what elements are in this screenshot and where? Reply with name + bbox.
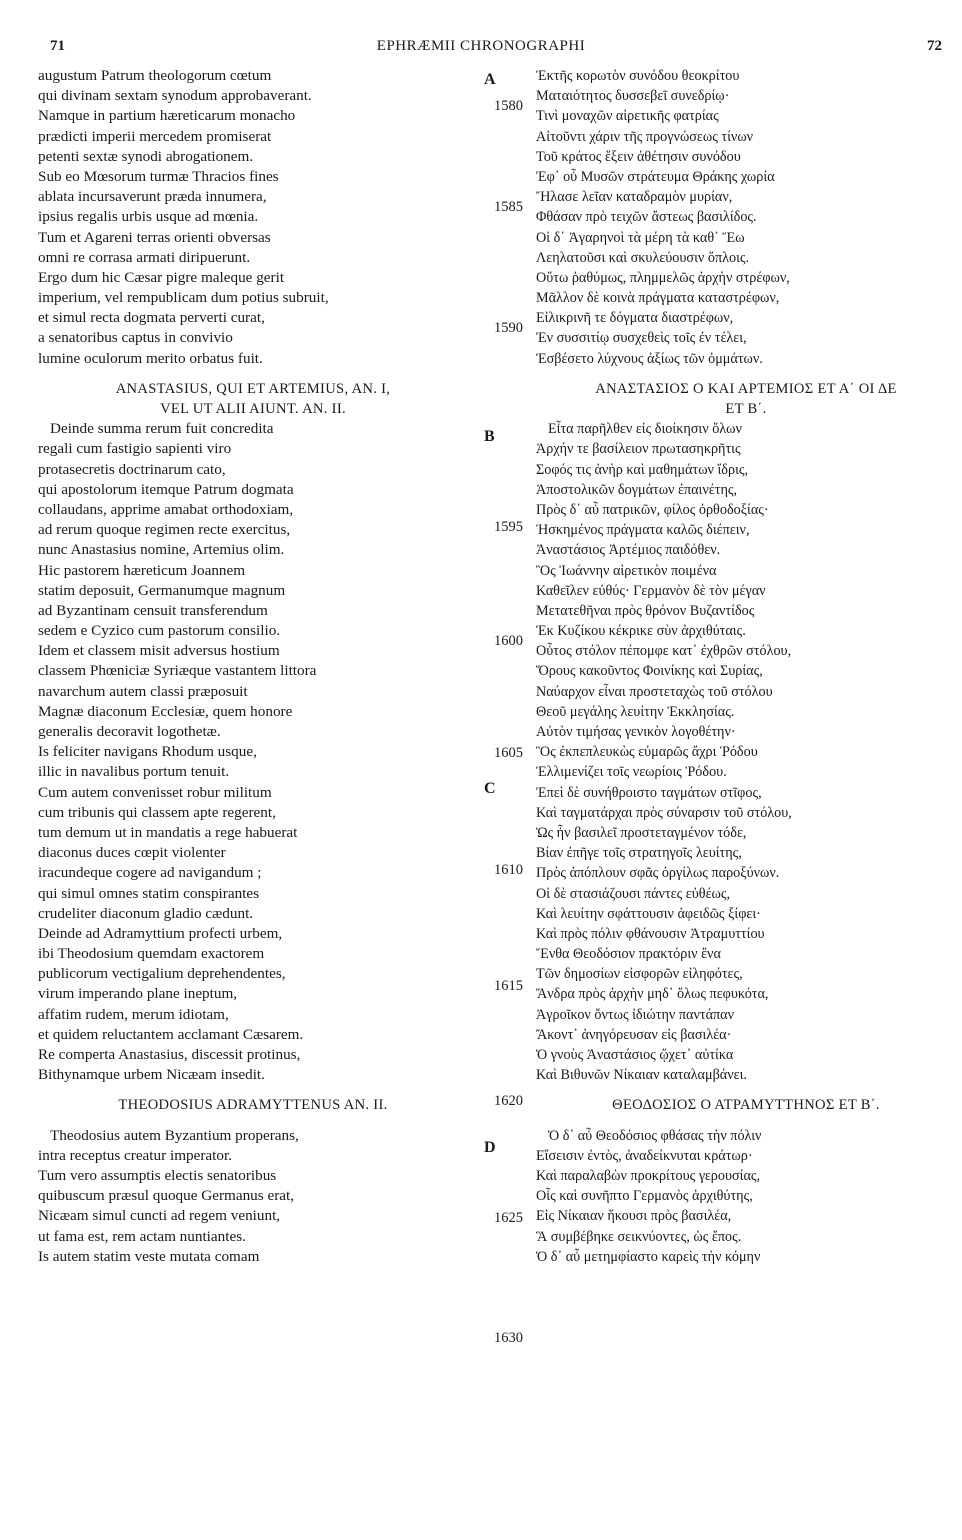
verse-line-number: 1620 xyxy=(494,1093,523,1109)
text-line: Ἐσβέσετο λύχνους ἀξίως τῶν ὀμμάτων. xyxy=(536,350,763,367)
text-line: virum imperando plane ineptum, xyxy=(38,985,238,1003)
text-line: Bithynamque urbem Nicæam insedit. xyxy=(38,1066,265,1084)
text-line: protasecretis doctrinarum cato, xyxy=(38,460,226,478)
text-line: Ἀγροῖκον ὄντως ἰδιώτην παντάπαν xyxy=(536,1006,735,1023)
text-line: quibuscum præsul quoque Germanus erat, xyxy=(38,1187,295,1205)
text-line: qui apostolorum itemque Patrum dogmata xyxy=(38,480,294,498)
text-line: Deinde summa rerum fuit concredita xyxy=(50,420,274,438)
text-line: Ὁ δ᾽ αὖ Θεοδόσιος φθάσας τὴν πόλιν xyxy=(548,1127,762,1144)
running-title: EPHRÆMII CHRONOGRAPHI xyxy=(376,38,586,54)
text-line: Sub eo Mœsorum turmæ Thracios fines xyxy=(38,167,279,185)
text-line: ut fama est, rem actam nuntiantes. xyxy=(38,1227,246,1245)
text-line: a senatoribus captus in convivio xyxy=(38,329,233,347)
text-line: Ἐπεὶ δὲ συνήθροιστο ταγμάτων στῖφος, xyxy=(536,784,762,801)
text-line: ad Byzantinam censuit transferendum xyxy=(38,601,268,619)
text-line: Idem et classem misit adversus hostium xyxy=(38,642,280,660)
text-line: lumine oculorum merito orbatus fuit. xyxy=(38,349,263,367)
section-gap xyxy=(38,1116,468,1126)
text-line: ibi Theodosium quemdam exactorem xyxy=(38,945,265,963)
text-line: diaconus duces cœpit violenter xyxy=(38,844,226,862)
text-line: Ναύαρχον εἶναι προστεταχὼς τοῦ στόλου xyxy=(536,683,773,700)
text-line: Σοφός τις ἀνὴρ καὶ μαθημάτων ἴδρις, xyxy=(536,461,749,478)
text-line: Ἐφ᾽ οὗ Μυσῶν στράτευμα Θράκης χωρία xyxy=(536,168,775,185)
text-line: ad rerum quoque regimen recte exercitus, xyxy=(38,521,291,539)
text-line: Ὡς ἦν βασιλεῖ προστεταγμένον τόδε, xyxy=(536,824,747,841)
text-line: Τινὶ μοναχῶν αἱρετικῆς φατρίας xyxy=(536,108,719,125)
text-line: imperium, vel rempublicam dum potius subruit, xyxy=(38,289,329,307)
text-line: cum tribunis qui classem apte regerent, xyxy=(38,803,276,821)
text-line: Θεοῦ μεγάλης λευίτην Ἐκκλησίας. xyxy=(536,703,735,720)
text-line: Ὁ γνοὺς Ἀναστάσιος ᾤχετ᾽ αὐτίκα xyxy=(536,1047,734,1063)
text-line: Tum et Agareni terras orienti obversas xyxy=(38,228,271,246)
text-line: Καὶ ταγματάρχαι πρὸς σύναρσιν τοῦ στόλου, xyxy=(536,804,792,821)
text-line: generalis decoravit logothetæ. xyxy=(38,723,221,740)
section-gap xyxy=(536,1116,956,1126)
text-line: Πρὸς ἀπόπλουν σφᾶς ὀργίλως παροξύνων. xyxy=(536,865,780,882)
text-line: Hic pastorem hæreticum Joannem xyxy=(38,561,246,579)
text-line: Μᾶλλον δὲ κοινὰ πράγματα καταστρέφων, xyxy=(536,290,780,307)
section-heading: ΑΝΑΣΤΑΣΙΟΣ Ο ΚΑΙ ΑΡΤΕΜΙΟΣ ΕΤ Α΄ ΟΙ ΔΕ xyxy=(595,380,897,397)
text-line: Is feliciter navigans Rhodum usque, xyxy=(38,743,257,761)
verse-line-number: 1590 xyxy=(494,320,523,336)
section-heading: ANASTASIUS, QUI ET ARTEMIUS, AN. I, xyxy=(115,380,391,397)
section-gap xyxy=(38,1085,468,1095)
text-line: Ἐλλιμενίζει τοῖς νεωρίοις Ῥόδου. xyxy=(536,764,727,781)
text-line: qui divinam sextam synodum approbaverant. xyxy=(38,87,312,105)
verse-line-number: 1595 xyxy=(494,519,523,535)
text-line: ipsius regalis urbis usque ad mœnia. xyxy=(38,208,259,226)
text-line: Πρὸς δ᾽ αὖ πατρικῶν, φίλος ὀρθοδοξίας· xyxy=(536,501,769,518)
verse-line-number: 1630 xyxy=(494,1330,523,1346)
greek-column xyxy=(536,66,956,1267)
text-line: augustum Patrum theologorum cœtum xyxy=(38,67,272,84)
text-line: tum demum ut in mandatis a rege habuerat xyxy=(38,823,298,841)
text-line: Ὁ δ᾽ αὖ μετημφίαστο καρεὶς τὴν κόμην xyxy=(536,1248,761,1265)
text-line: Ἠσκημένος πράγματα καλῶς διέπειν, xyxy=(536,522,750,539)
text-line: Οἱ δ᾽ Ἀγαρηνοὶ τὰ μέρη τὰ καθ᾽ Ἕω xyxy=(536,229,745,246)
page-number-right: 72 xyxy=(927,38,942,54)
text-line: Ἤλασε λεῖαν καταδραμὸν μυρίαν, xyxy=(536,189,733,206)
text-line: prædicti imperii mercedem promiserat xyxy=(38,127,272,145)
text-line: Καὶ παραλαβὼν προκρίτους γερουσίας, xyxy=(536,1167,761,1184)
verse-line-number: 1625 xyxy=(494,1210,523,1226)
text-line: omni re corrasa armati diripuerunt. xyxy=(38,248,251,266)
text-line: Καὶ Βιθυνῶν Νίκαιαν καταλαμβάνει. xyxy=(536,1067,747,1084)
text-line: Οἷς καὶ συνῆπτο Γερμανὸς ἀρχιθύτης, xyxy=(536,1188,753,1205)
text-line: Namque in partium hæreticarum monacho xyxy=(38,107,296,125)
text-line: publicorum vectigalium deprehendentes, xyxy=(38,965,286,983)
section-gap xyxy=(38,369,468,379)
section-gap xyxy=(536,1085,956,1095)
text-line: crudeliter diaconum gladio cædunt. xyxy=(38,904,254,922)
section-heading: VEL UT ALII AIUNT. AN. II. xyxy=(160,401,346,417)
text-line: Ὃς ἐκπεπλευκὼς εὐμαρῶς ἄχρι Ῥόδου xyxy=(536,744,758,761)
text-line: Ἀναστάσιος Ἀρτέμιος παιδόθεν. xyxy=(536,542,721,559)
text-line: Αὐτὸν τιμήσας γενικὸν λογοθέτην· xyxy=(536,724,736,740)
text-line: Οὗτος στόλον πέπομφε κατ᾽ ἐχθρῶν στόλου, xyxy=(536,643,792,660)
text-line: Οἱ δὲ στασιάζουσι πάντες εὐθέως, xyxy=(536,885,731,902)
text-line: Ἃ συμβέβηκε σεικνύοντες, ὡς ἔπος. xyxy=(536,1228,742,1245)
text-line: Τοῦ κράτος ἕξειν ἀθέτησιν συνόδου xyxy=(536,148,741,165)
text-line: ablata incursaverunt præda innumera, xyxy=(38,188,267,206)
text-line: Εἰς Νίκαιαν ἥκουσι πρὸς βασιλέα, xyxy=(536,1208,732,1225)
verse-line-number: 1600 xyxy=(494,633,523,649)
text-line: iracundeque cogere ad navigandum ; xyxy=(38,864,262,882)
text-line: collaudans, apprime amabat orthodoxiam, xyxy=(38,500,294,518)
section-heading: ΕΤ Β΄. xyxy=(725,401,767,417)
text-line: regali cum fastigio sapienti viro xyxy=(38,440,232,458)
page-header xyxy=(0,38,962,62)
text-line: Ἐκ Κυζίκου κέκρικε σὺν ἀρχιθύταις. xyxy=(536,623,746,640)
section-marker: C xyxy=(484,780,496,797)
verse-line-number: 1610 xyxy=(494,862,523,878)
text-line: sedem e Cyzico cum pastorum consilio. xyxy=(38,622,281,640)
text-line: Tum vero assumptis electis senatoribus xyxy=(38,1166,277,1184)
text-line: statim deposuit, Germanumque magnum xyxy=(38,581,286,599)
text-line: Μετατεθῆναι πρὸς θρόνον Βυζαντίδος xyxy=(536,602,755,619)
text-line: et quidem reluctantem acclamant Cæsarem. xyxy=(38,1025,304,1043)
verse-line-number: 1580 xyxy=(494,98,523,114)
latin-column xyxy=(38,66,468,1267)
text-line: classem Phœniciæ Syriæque vastantem littora xyxy=(38,662,317,680)
verse-line-number: 1615 xyxy=(494,978,523,994)
text-line: Καθεῖλεν εὐθύς· Γερμανὸν δὲ τὸν μέγαν xyxy=(536,582,766,599)
text-line: Ἄνδρα πρὸς ἀρχὴν μηδ᾽ ὅλως πεφυκότα, xyxy=(536,986,769,1003)
text-line: Ὅρους κακοῦντος Φοινίκης καὶ Συρίας, xyxy=(536,663,763,680)
section-marker: B xyxy=(484,428,495,445)
text-line: Λεηλατοῦσι καὶ σκυλεύουσιν ὅπλοις. xyxy=(536,249,750,266)
text-line: Ergo dum hic Cæsar pigre maleque gerit xyxy=(38,268,285,286)
text-line: Οὕτω ῥαθύμως, πλημμελῶς ἀρχὴν στρέφων, xyxy=(536,269,790,286)
text-line: Deinde ad Adramyttium profecti urbem, xyxy=(38,924,283,942)
text-line: Theodosius autem Byzantium properans, xyxy=(50,1126,299,1144)
section-gap xyxy=(536,369,956,379)
text-line: nunc Anastasius nomine, Artemius olim. xyxy=(38,541,285,559)
text-line: affatim rudem, merum idiotam, xyxy=(38,1005,229,1023)
text-line: navarchum autem classi præposuit xyxy=(38,682,248,700)
text-line: intra receptus creatur imperator. xyxy=(38,1146,232,1164)
verse-line-number: 1605 xyxy=(494,745,523,761)
text-line: Καὶ πρὸς πόλιν φθάνουσιν Ἀτραμυττίου xyxy=(536,925,765,942)
text-line: Ἔνθα Θεοδόσιον πρακτόριν ἕνα xyxy=(536,946,721,963)
text-line: Ἀποστολικῶν δογμάτων ἐπαινέτης, xyxy=(536,481,738,498)
text-line: Magnæ diaconum Ecclesiæ, quem honore xyxy=(38,702,293,720)
text-line: petenti sextæ synodi abrogationem. xyxy=(38,147,254,165)
text-line: Τῶν δημοσίων εἰσφορῶν εἰληφότες, xyxy=(536,966,743,983)
text-line: Εἶτα παρῆλθεν εἰς διοίκησιν ὅλων xyxy=(548,421,742,438)
text-line: illic in navalibus portum tenuit. xyxy=(38,763,230,781)
text-line: Re comperta Anastasius, discessit protinus, xyxy=(38,1046,301,1063)
text-line: Ἐν συσσιτίῳ συσχεθεὶς τοῖς ἐν τέλει, xyxy=(536,330,747,347)
section-heading: THEODOSIUS ADRAMYTTENUS AN. II. xyxy=(118,1097,388,1114)
text-line: Ἀρχήν τε βασίλειον πρωτασηκρῆτις xyxy=(536,441,741,458)
section-marker: A xyxy=(484,71,496,88)
text-line: Nicæam simul cuncti ad regem veniunt, xyxy=(38,1207,281,1225)
text-line: Cum autem convenisset robur militum xyxy=(38,783,272,801)
text-line: Εἴσεισιν ἐντὸς, ἀναδείκνυται κράτωρ· xyxy=(536,1147,753,1164)
text-line: et simul recta dogmata perverti curat, xyxy=(38,309,265,327)
verse-line-number: 1585 xyxy=(494,199,523,215)
text-line: Αἰτοῦντι χάριν τῆς προγνώσεως τίνων xyxy=(536,128,754,145)
text-line: Ὃς Ἰωάννην αἱρετικὸν ποιμένα xyxy=(536,562,717,579)
text-line: Ἐκτῆς κορωτὸν συνόδου θεοκρίτου xyxy=(536,68,740,84)
text-line: Βίαν ἐπῆγε τοῖς στρατηγοῖς λευίτης, xyxy=(536,845,742,862)
text-line: Ἄκοντ᾽ ἀνηγόρευσαν εἰς βασιλέα· xyxy=(536,1026,732,1043)
text-line: Is autem statim veste mutata comam xyxy=(38,1247,260,1265)
text-line: Ματαιότητος δυσσεβεῖ συνεδρίῳ· xyxy=(536,88,730,105)
page-number-left: 71 xyxy=(50,38,65,54)
text-line: qui simul omnes statim conspirantes xyxy=(38,884,260,902)
text-line: Καὶ λευίτην σφάττουσιν ἀφειδῶς ξίφει· xyxy=(536,905,761,922)
section-marker: D xyxy=(484,1139,496,1156)
text-line: Εἰλικρινῆ τε δόγματα διαστρέφων, xyxy=(536,310,734,327)
section-heading: ΘΕΟΔΟΣΙΟΣ Ο ΑΤΡΑΜΥΤΤΗΝΟΣ ΕΤ Β΄. xyxy=(612,1097,880,1114)
text-line: Φθάσαν πρὸ τειχῶν ἄστεως βασιλίδος. xyxy=(536,209,757,226)
